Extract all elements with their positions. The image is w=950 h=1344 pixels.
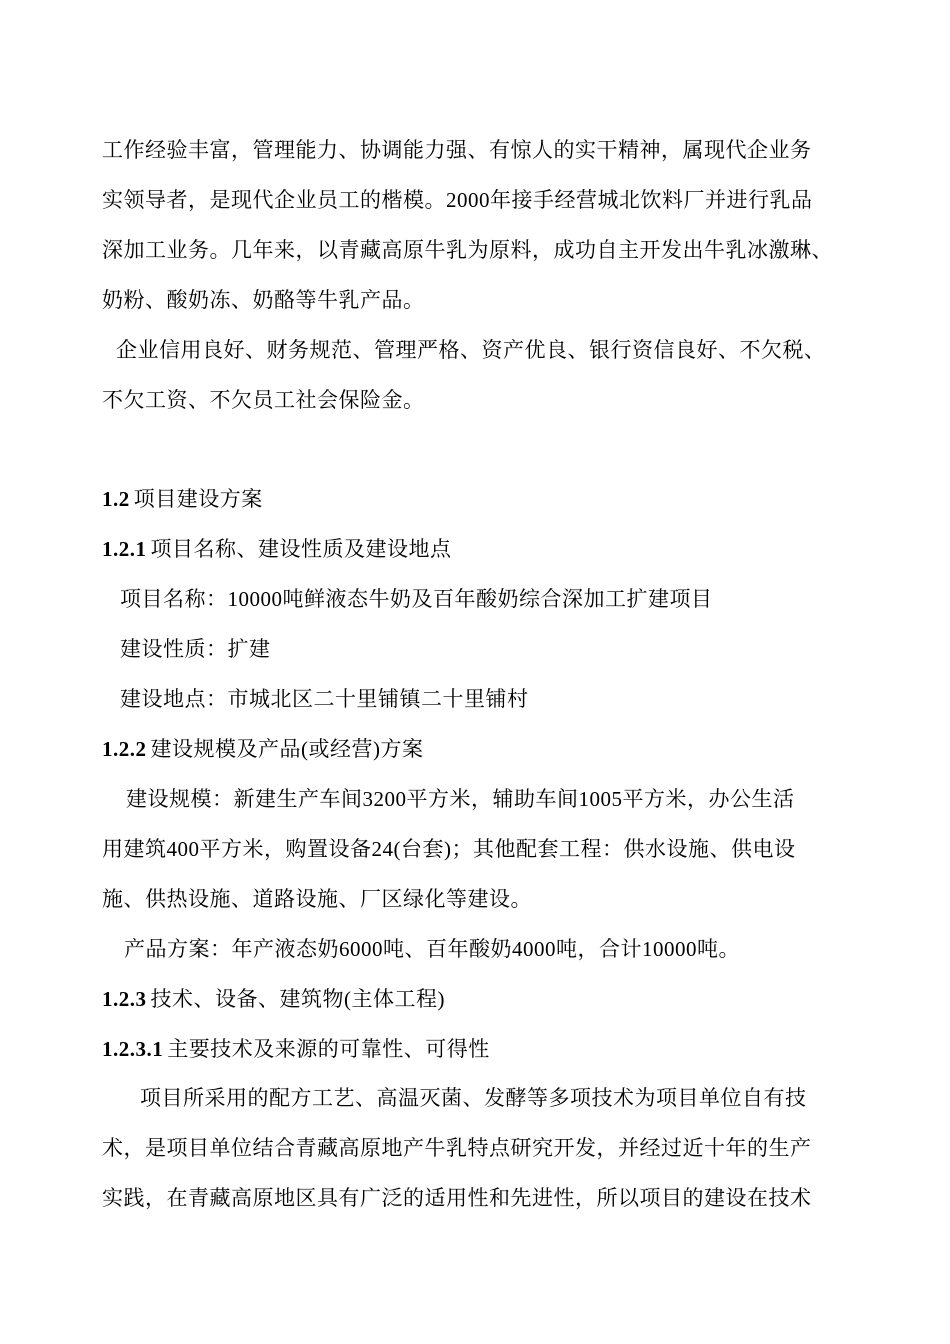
section-number: 1.2.2 (102, 737, 147, 761)
paragraph-line: 建设规模：新建生产车间3200平方米，辅助车间1005平方米，办公生活 (126, 787, 795, 811)
paragraph-line: 企业信用良好、财务规范、管理严格、资产优良、银行资信良好、不欠税、 (116, 338, 826, 362)
paragraph-line: 深加工业务。几年来，以青藏高原牛乳为原料，成功自主开发出牛乳冰激琳、 (102, 238, 833, 262)
section-number: 1.2.1 (102, 537, 147, 561)
paragraph-line: 术，是项目单位结合青藏高原地产牛乳特点研究开发，并经过近十年的生产 (102, 1136, 812, 1160)
construction-nature-line: 建设性质：扩建 (120, 637, 271, 661)
section-title: 项目名称、建设性质及建设地点 (150, 537, 452, 561)
paragraph-line: 施、供热设施、道路设施、厂区绿化等建设。 (102, 887, 532, 911)
section-heading-1-2-1 (102, 535, 452, 563)
section-title: 建设规模及产品(或经营)方案 (150, 737, 424, 761)
paragraph-line: 实领导者，是现代企业员工的楷模。2000年接手经营城北饮料厂并进行乳品 (102, 188, 813, 212)
section-heading-1-2-3 (102, 985, 445, 1013)
section-heading-1-2-2 (102, 735, 424, 763)
section-title: 技术、设备、建筑物(主体工程) (150, 987, 445, 1011)
section-heading-1-2-3-1 (102, 1035, 490, 1063)
section-number: 1.2.3.1 (102, 1037, 164, 1061)
paragraph-line: 项目所采用的配方工艺、高温灭菌、发酵等多项技术为项目单位自有技 (140, 1086, 807, 1110)
section-title: 主要技术及来源的可靠性、可得性 (167, 1037, 490, 1061)
product-plan-line: 产品方案：年产液态奶6000吨、百年酸奶4000吨，合计10000吨。 (124, 937, 740, 961)
section-heading-1-2 (102, 485, 263, 513)
project-name-line: 项目名称：10000吨鲜液态牛奶及百年酸奶综合深加工扩建项目 (120, 587, 713, 611)
section-number: 1.2.3 (102, 987, 147, 1011)
paragraph-line: 用建筑400平方米，购置设备24(台套)；其他配套工程：供水设施、供电设 (102, 837, 796, 861)
section-number: 1.2 (102, 487, 130, 511)
paragraph-line: 实践，在青藏高原地区具有广泛的适用性和先进性，所以项目的建设在技术 (102, 1186, 812, 1210)
paragraph-line: 不欠工资、不欠员工社会保险金。 (102, 388, 425, 412)
section-title: 项目建设方案 (133, 487, 263, 511)
paragraph-line: 工作经验丰富，管理能力、协调能力强、有惊人的实干精神，属现代企业务 (102, 138, 812, 162)
construction-location-line: 建设地点：市城北区二十里铺镇二十里铺村 (120, 687, 529, 711)
paragraph-line: 奶粉、酸奶冻、奶酪等牛乳产品。 (102, 288, 425, 312)
